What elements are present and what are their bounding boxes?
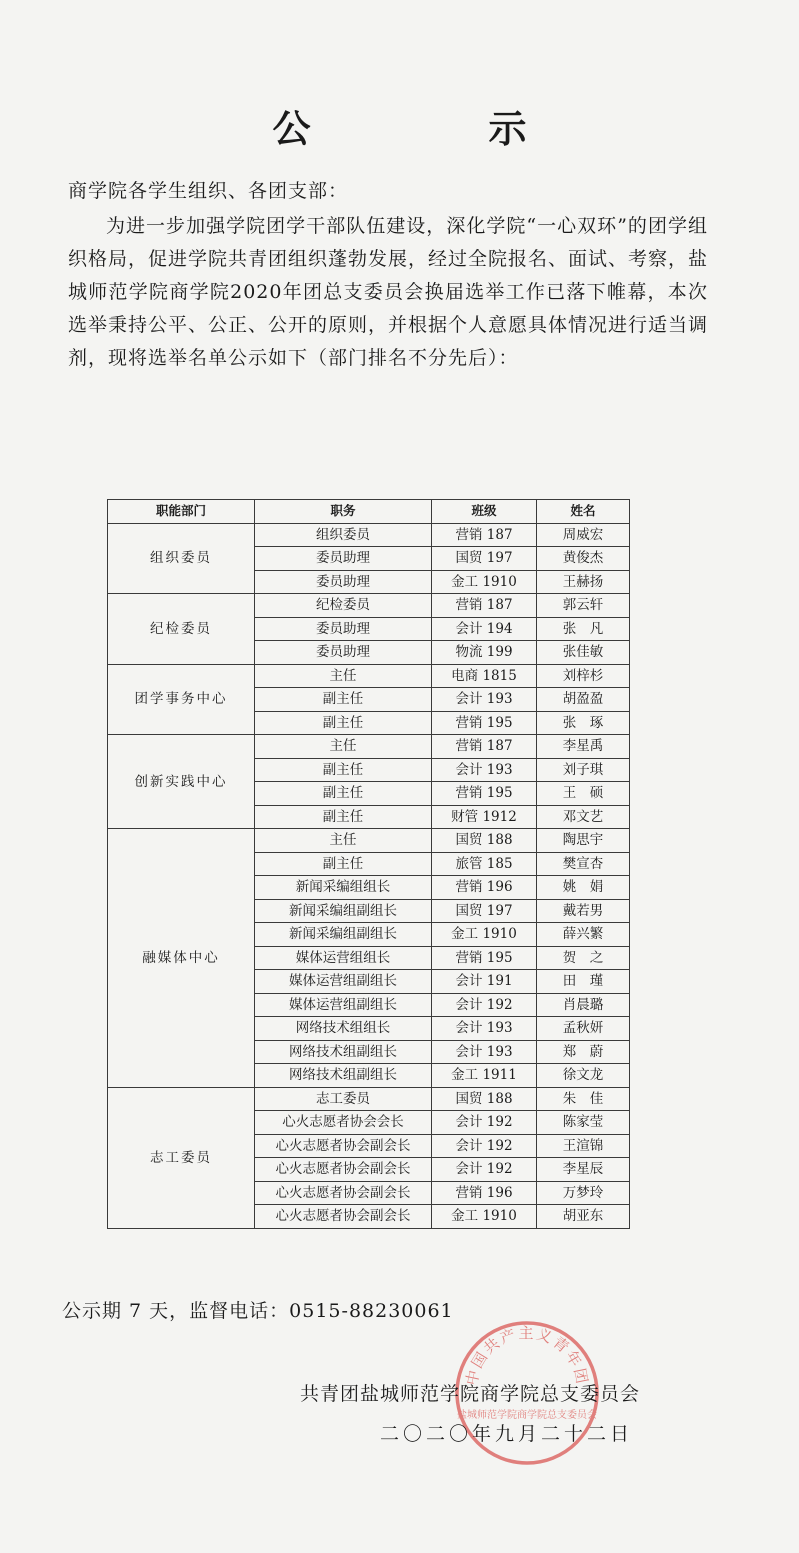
name-cell: 郑 蔚: [537, 1040, 630, 1064]
position-cell: 媒体运营组副组长: [255, 993, 432, 1017]
table-body: [108, 523, 630, 1228]
name-cell: 李星禹: [537, 735, 630, 759]
table-header-row: [108, 500, 630, 524]
header-position: 职务: [255, 500, 432, 524]
name-cell: 王 硕: [537, 782, 630, 806]
class-cell: 营销 195: [432, 946, 537, 970]
position-cell: 媒体运营组组长: [255, 946, 432, 970]
position-cell: 网络技术组组长: [255, 1017, 432, 1041]
class-cell: 国贸 197: [432, 547, 537, 571]
name-cell: 胡亚东: [537, 1205, 630, 1229]
position-cell: 副主任: [255, 852, 432, 876]
position-cell: 新闻采编组副组长: [255, 899, 432, 923]
class-cell: 会计 193: [432, 688, 537, 712]
name-cell: 田 瑾: [537, 970, 630, 994]
header-name: 姓名: [537, 500, 630, 524]
addressee: 商学院各学生组织、各团支部：: [68, 180, 349, 202]
publicity-period-notice: 公示期 7 天，监督电话：0515-88230061: [62, 1300, 454, 1322]
name-cell: 徐文龙: [537, 1064, 630, 1088]
table-row: [108, 1087, 630, 1111]
position-cell: 副主任: [255, 711, 432, 735]
class-cell: 金工 1911: [432, 1064, 537, 1088]
name-cell: 薛兴繁: [537, 923, 630, 947]
name-cell: 姚 娟: [537, 876, 630, 900]
class-cell: 物流 199: [432, 641, 537, 665]
class-cell: 财管 1912: [432, 805, 537, 829]
position-cell: 心火志愿者协会副会长: [255, 1134, 432, 1158]
name-cell: 孟秋妍: [537, 1017, 630, 1041]
class-cell: 营销 187: [432, 594, 537, 618]
notice-body: 为进一步加强学院团学干部队伍建设，深化学院“一心双环”的团学组织格局，促进学院共青团组织蓬勃发展，经过全院报名、面试、考察，盐城师范学院商学院2020年团总支委员会换届选举工作已落下帷幕，本次选举秉持公平、公正、公开的原则，并根据个人意愿具体情况进行适当调剂，现将选举名单公示如下（部门排名不分先后）：: [68, 215, 709, 369]
position-cell: 心火志愿者协会会长: [255, 1111, 432, 1135]
position-cell: 主任: [255, 735, 432, 759]
department-cell: 纪检委员: [108, 594, 255, 665]
name-cell: 肖晨璐: [537, 993, 630, 1017]
position-cell: 主任: [255, 664, 432, 688]
name-cell: 陈家莹: [537, 1111, 630, 1135]
class-cell: 国贸 188: [432, 829, 537, 853]
class-cell: 营销 187: [432, 523, 537, 547]
class-cell: 金工 1910: [432, 1205, 537, 1229]
header-class: 班级: [432, 500, 537, 524]
class-cell: 金工 1910: [432, 923, 537, 947]
name-cell: 刘子琪: [537, 758, 630, 782]
position-cell: 心火志愿者协会副会长: [255, 1205, 432, 1229]
name-cell: 邓文艺: [537, 805, 630, 829]
position-cell: 委员助理: [255, 641, 432, 665]
table-row: [108, 594, 630, 618]
name-cell: 张佳敏: [537, 641, 630, 665]
class-cell: 会计 191: [432, 970, 537, 994]
class-cell: 国贸 188: [432, 1087, 537, 1111]
position-cell: 心火志愿者协会副会长: [255, 1158, 432, 1182]
department-cell: 志工委员: [108, 1087, 255, 1228]
department-cell: 创新实践中心: [108, 735, 255, 829]
name-cell: 万梦玲: [537, 1181, 630, 1205]
position-cell: 媒体运营组副组长: [255, 970, 432, 994]
name-cell: 黄俊杰: [537, 547, 630, 571]
position-cell: 副主任: [255, 758, 432, 782]
page-title: 公 示: [272, 107, 597, 151]
name-cell: 王赫扬: [537, 570, 630, 594]
position-cell: 委员助理: [255, 570, 432, 594]
class-cell: 金工 1910: [432, 570, 537, 594]
name-cell: 周威宏: [537, 523, 630, 547]
class-cell: 会计 192: [432, 1111, 537, 1135]
position-cell: 组织委员: [255, 523, 432, 547]
position-cell: 副主任: [255, 688, 432, 712]
position-cell: 委员助理: [255, 547, 432, 571]
class-cell: 会计 193: [432, 1017, 537, 1041]
table-row: [108, 523, 630, 547]
class-cell: 电商 1815: [432, 664, 537, 688]
seal-inner-text: 盐城师范学院商学院总支委员会: [457, 1410, 597, 1421]
class-cell: 会计 193: [432, 758, 537, 782]
class-cell: 会计 192: [432, 1134, 537, 1158]
table-row: [108, 829, 630, 853]
class-cell: 会计 194: [432, 617, 537, 641]
class-cell: 营销 187: [432, 735, 537, 759]
class-cell: 营销 195: [432, 782, 537, 806]
position-cell: 主任: [255, 829, 432, 853]
position-cell: 委员助理: [255, 617, 432, 641]
name-cell: 刘梓杉: [537, 664, 630, 688]
class-cell: 国贸 197: [432, 899, 537, 923]
election-roster-table: [107, 499, 630, 1229]
table-row: [108, 735, 630, 759]
class-cell: 营销 196: [432, 1181, 537, 1205]
name-cell: 王渲锦: [537, 1134, 630, 1158]
signature-date: 二〇二〇年九月二十二日: [380, 1423, 634, 1445]
position-cell: 志工委员: [255, 1087, 432, 1111]
name-cell: 张 凡: [537, 617, 630, 641]
position-cell: 新闻采编组组长: [255, 876, 432, 900]
class-cell: 营销 196: [432, 876, 537, 900]
position-cell: 新闻采编组副组长: [255, 923, 432, 947]
department-cell: 团学事务中心: [108, 664, 255, 735]
name-cell: 胡盈盈: [537, 688, 630, 712]
signature-organization: 共青团盐城师范学院商学院总支委员会: [300, 1383, 641, 1405]
position-cell: 副主任: [255, 782, 432, 806]
name-cell: 张 琢: [537, 711, 630, 735]
name-cell: 朱 佳: [537, 1087, 630, 1111]
position-cell: 网络技术组副组长: [255, 1064, 432, 1088]
header-department: 职能部门: [108, 500, 255, 524]
class-cell: 会计 192: [432, 1158, 537, 1182]
table-row: [108, 664, 630, 688]
class-cell: 旅管 185: [432, 852, 537, 876]
department-cell: 融媒体中心: [108, 829, 255, 1088]
class-cell: 营销 195: [432, 711, 537, 735]
position-cell: 心火志愿者协会副会长: [255, 1181, 432, 1205]
name-cell: 郭云轩: [537, 594, 630, 618]
name-cell: 樊宣杏: [537, 852, 630, 876]
position-cell: 纪检委员: [255, 594, 432, 618]
position-cell: 网络技术组副组长: [255, 1040, 432, 1064]
class-cell: 会计 192: [432, 993, 537, 1017]
position-cell: 副主任: [255, 805, 432, 829]
class-cell: 会计 193: [432, 1040, 537, 1064]
department-cell: 组织委员: [108, 523, 255, 594]
seal-outer-text: 中国共产主义青年团: [462, 1324, 592, 1387]
name-cell: 贺 之: [537, 946, 630, 970]
name-cell: 戴若男: [537, 899, 630, 923]
name-cell: 陶思宇: [537, 829, 630, 853]
name-cell: 李星辰: [537, 1158, 630, 1182]
